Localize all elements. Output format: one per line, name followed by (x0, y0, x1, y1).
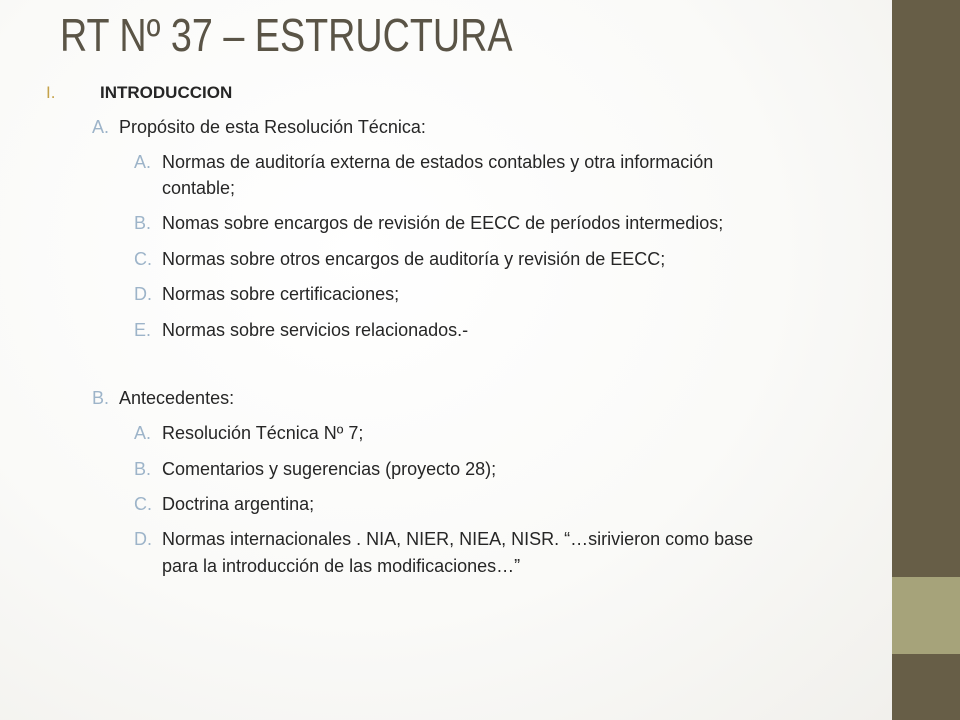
section-marker: I. (46, 83, 56, 102)
list-item-marker: D. (134, 284, 152, 304)
list-item-text: Nomas sobre encargos de revisión de EECC de períodos intermedios; (162, 213, 724, 233)
list-item-marker: B. (134, 459, 152, 479)
subsection-heading-proposito: Propósito de esta Resolución Técnica: (119, 117, 426, 137)
list-item-text: Resolución Técnica Nº 7; (162, 423, 364, 443)
list-item-text-continued: contable; (162, 178, 236, 198)
sidebar-dark-band (892, 0, 960, 577)
list-item-marker: B. (134, 213, 152, 233)
list-item-marker: A. (134, 152, 152, 172)
list-item-marker: A. (134, 423, 152, 443)
list-item-marker: D. (134, 529, 152, 549)
sidebar-dark-band-bottom (892, 654, 960, 720)
list-item-text: Doctrina argentina; (162, 494, 315, 514)
sidebar-light-band (892, 577, 960, 654)
decorative-sidebar (892, 0, 960, 720)
list-item-marker: C. (134, 249, 152, 269)
list-item-marker: E. (134, 320, 152, 340)
section-heading: INTRODUCCION (100, 83, 233, 102)
list-item-text: Normas sobre servicios relacionados.- (162, 320, 469, 340)
list-item-text: Normas de auditoría externa de estados contables y otra información (162, 152, 714, 172)
slide-title: RT Nº 37 – ESTRUCTURA (60, 9, 513, 61)
list-item-text: Normas sobre otros encargos de auditoría y revisión de EECC; (162, 249, 666, 269)
subsection-marker-proposito: A. (92, 117, 110, 137)
list-item-text: Normas sobre certificaciones; (162, 284, 400, 304)
list-item-text: Comentarios y sugerencias (proyecto 28); (162, 459, 497, 479)
subsection-marker-antecedentes: B. (92, 388, 110, 408)
list-item-text-continued: para la introducción de las modificaciones…” (162, 556, 521, 576)
subsection-heading-antecedentes: Antecedentes: (119, 388, 235, 408)
list-item-text: Normas internacionales . NIA, NIER, NIEA, NISR. “…sirivieron como base (162, 529, 754, 549)
list-item-marker: C. (134, 494, 152, 514)
